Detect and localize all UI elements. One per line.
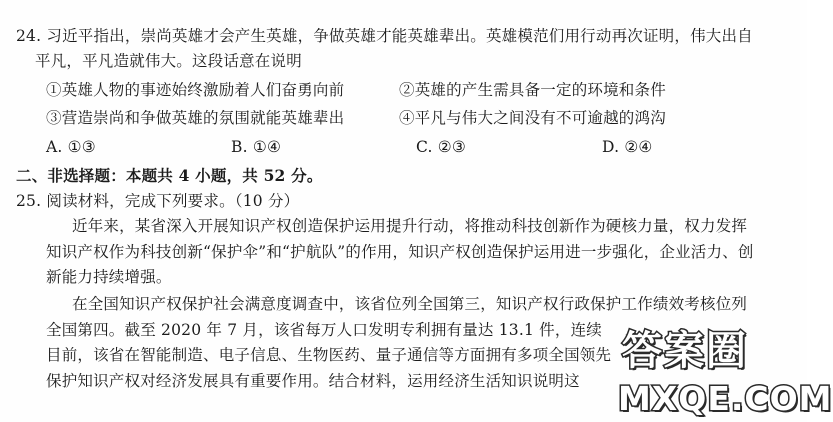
q25-p2-line2: 全国第四。截至 2020 年 7 月，该省每万人口发明专利拥有量达 13.1 件，连续 [46,321,602,339]
q24-option-4: ④平凡与伟大之间没有不可逾越的鸿沟 [399,109,666,127]
q25-p2-line4: 保护知识产权对经济发展具有重要作用。结合材料，运用经济生活知识说明这 [46,372,580,390]
q24-option-2: ②英雄的产生需具备一定的环境和条件 [399,81,666,99]
site-watermark [612,318,833,422]
q25-p2-line3: 目前，该省在智能制造、电子信息、生物医药、量子通信等方面拥有多项全国领先 [46,346,612,364]
section-heading: 二、非选择题：本题共 4 小题，共 52 分。 [16,166,323,185]
choice-b: B. ①④ [231,138,282,156]
q24-option-3: ③营造崇尚和争做英雄的氛围就能英雄辈出 [46,109,345,127]
watermark-text-cn: 答案圈 [622,328,748,374]
watermark-text-en: MXQE.COM [618,379,833,418]
q25-p1-line2: 知识产权作为科技创新“保护伞”和“护航队”的作用，知识产权创造保护运用进一步强化，企业活力、创 [46,243,754,261]
q25-p1-line1: 近年来，某省深入开展知识产权创造保护运用提升行动，将推动科技创新作为硬核力量，权力发挥 [72,217,748,235]
q25-p2-line1: 在全国知识产权保护社会满意度调查中，该省位列全国第三，知识产权行政保护工作绩效考核位列 [72,295,748,313]
choice-a: A. ①③ [46,138,96,156]
q24-stem-line1: 24. 习近平指出，崇尚英雄才会产生英雄，争做英雄才能英雄辈出。英雄模范们用行动再次证明，伟大出自 [16,27,753,45]
q25-p1-line3: 新能力持续增强。 [46,268,172,286]
q24-stem-line2: 平凡，平凡造就伟大。这段话意在说明 [35,52,302,70]
q24-option-1: ①英雄人物的事迹始终激励着人们奋勇向前 [46,81,345,99]
choice-c: C. ②③ [416,138,466,156]
q25-header: 25. 阅读材料，完成下列要求。（10 分） [16,192,300,210]
choice-d: D. ②④ [602,138,653,156]
